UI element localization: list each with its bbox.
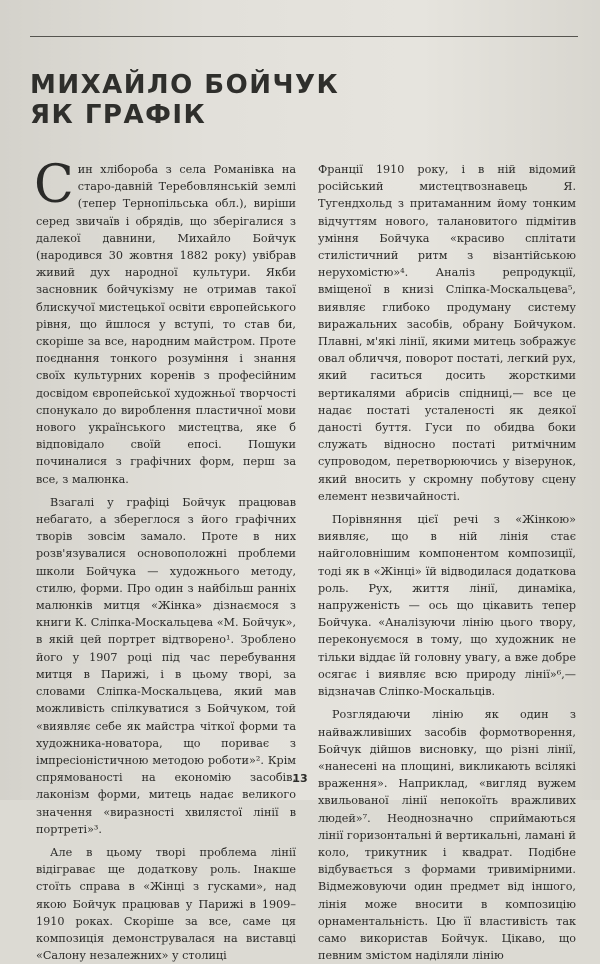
left-column [34, 155, 296, 964]
title-line-1: МИХАЙЛО БОЙЧУК [30, 70, 340, 100]
paragraph: Розглядаючи лінію як один з найважливіших засобів формотворення, Бойчук дійшов висновку, що різні лінії, «нанесені на площині, викликають всілякі враження». Наприклад, «вигляд вужем хвильованої лінії непокоїть вражливих людей»⁷. Неоднозначно сприймаються лінії горизонтальні й вертикальні, ламані й коло, трикутник і квадрат. Подібне відбувається з формами тривимірними. Відмежовуючи один предмет від іншого, лінія може вносити в композицію орнаментальність. Цю її властивість так само використав Бойчук. Цікаво, що певним змістом наділяли лінію [318, 708, 576, 963]
paragraph: Але в цьому творі проблема лінії відіграває ще додаткову роль. Інакше стоїть справа в «Жінці з гусками», над якою Бойчук працював у Парижі в 1909–1910 роках. Скоріше за все, саме ця композиція демонструвалася на виставці «Салону незалежних» у столиці [36, 845, 296, 963]
title-line-2: ЯК ГРАФІК [30, 100, 207, 130]
paragraph: Взагалі у графіці Бойчук працював небагато, а збереглося з його графічних творів зовсім замало. Проте в них розв'язувалися основоположні проблеми школи Бойчука — художнього методу, стилю, форми. Про один з найбільш ранніх малюнків митця «Жінка» дізнаємося з книги К. Сліпка-Москальцева «М. Бойчук», в якій цей портрет відтворено¹. Зроблено його у 1907 році під час перебування митця в Парижі, і в цьому творі, за словами Сліпка-Москальцева, який мав можливість спілкуватися з Бойчуком, той «виявляє себе як майстра чіткої форми та художника-новатора, що пориває з імпресіоністичною методою роботи»². Крім спрямованості на економію засобів, лаконізм форми, митець надає великого значення «виразності хвилястої лінії в портреті»³. [36, 495, 296, 836]
article-title [30, 70, 340, 130]
paragraph-text: ин хлібороба з села Романівка на старо-давній Теребовлянській землі (тепер Тернопільська обл.), виріши серед звичаїв і обрядів, що зберігалися з далекої давнини, Михайло Бойчук (народився 30 жовтня 1882 року) увібрав живий дух народної культури. Якби засновник бойчукізму не отримав такої блискучої мистецької освіти європейського рівня, що йшлося у вступі, то став би, скоріше за все, народним майстром. Проте поєднання тонкого розуміння і знання своїх культурних коренів з професійним досвідом європейської художньої творчості спонукало до вироблення пластичної мови нового українського мистецтва, яке б відповідало своїй епосі. Пошуки починалися з графічних форм, перш за все, з малюнка. [36, 163, 296, 486]
paragraph [34, 155, 296, 488]
paragraph: Порівняння цієї речі з «Жінкою» виявляє, що в ній лінія стає найголовнішим компонентом композиції, тоді як в «Жінці» їй відводилася додаткова роль. Рух, життя лінії, динаміка, напруженість — ось що цікавить тепер Бойчука. «Аналізуючи лінію цього твору, переконуємося в тому, що художник не тільки віддає їй головну увагу, а вже добре осягає і виявляє всю природу лінії»⁶,— відзначав Сліпко-Москальців. [318, 513, 576, 699]
top-rule [30, 36, 578, 37]
drop-cap: С [34, 155, 74, 215]
page-number: 13 [292, 772, 308, 785]
right-column [318, 161, 576, 964]
paragraph: Франції 1910 року, і в ній відомий російський мистецтвознавець Я. Тугендхольд з притаманним йому тонким відчуттям нового, талановитого підмітив уміння Бойчука «красиво сплітати стилістичний ритм з візантійською нерухомістю»⁴. Аналіз репродукції, вміщеної в книзі Сліпка-Москальцева⁵, виявляє глибоко продуману систему виражальних засобів, обрану Бойчуком. Плавні, м'які лінії, якими митець зображує овал обличчя, поворот постаті, легкий рух, який гаситься досить жорсткими вертикалями абрисів спідниці,— все це надає постаті усталеності як деякої даності буття. Гуси по обидва боки служать відносно постаті ритмічним супроводом, перетворюючись у візерунок, який вносить у скромну побутову сцену елемент незвичайності. [318, 163, 576, 503]
